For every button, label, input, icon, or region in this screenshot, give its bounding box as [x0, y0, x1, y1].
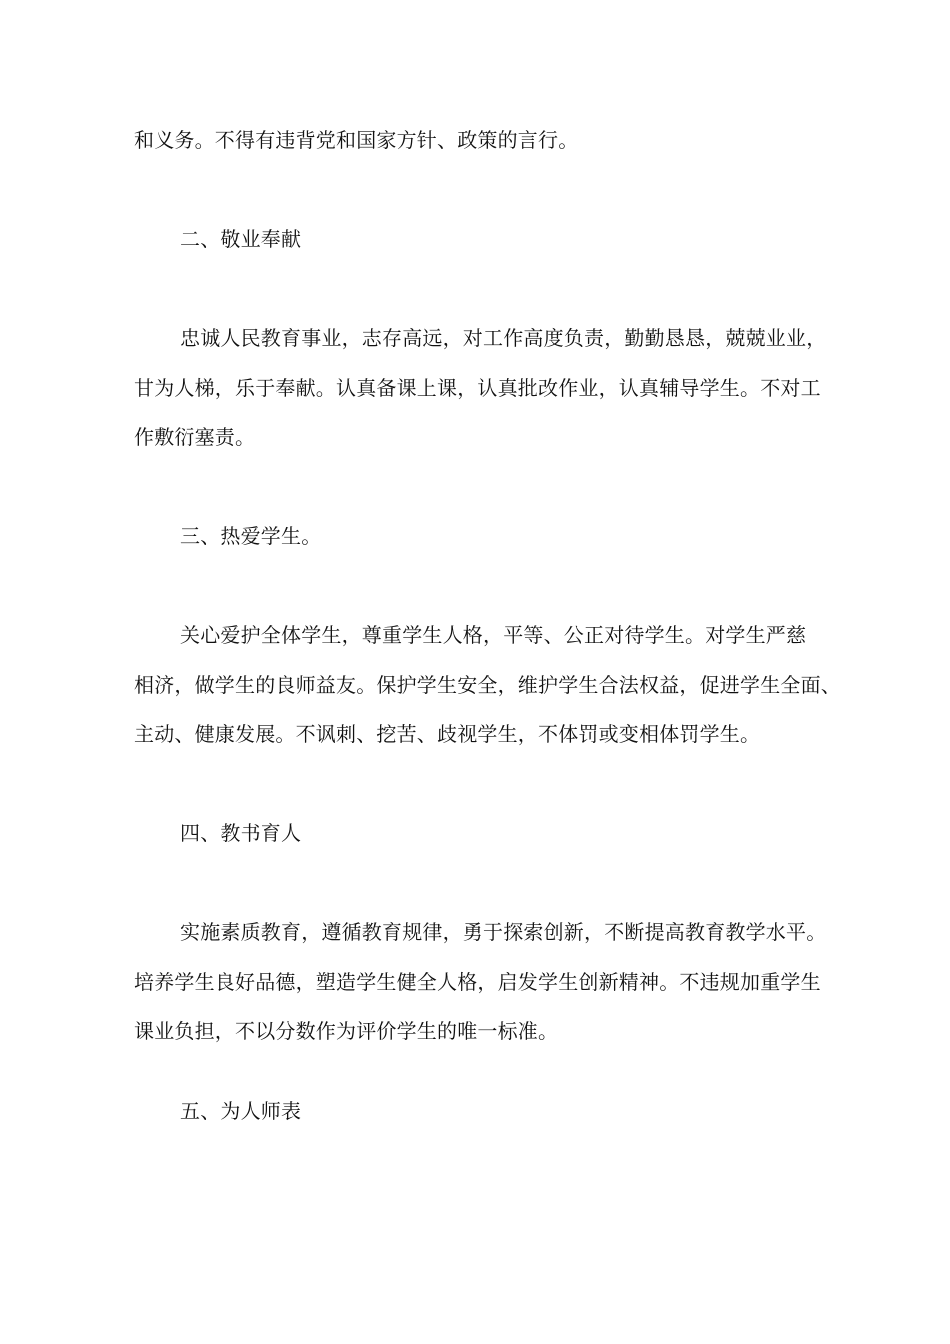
paragraph-4-line-2: 培养学生良好品德，塑造学生健全人格，启发学生创新精神。不违规加重学生 — [134, 970, 821, 994]
paragraph-3-line-3: 主动、健康发展。不讽刺、挖苦、歧视学生，不体罚或变相体罚学生。 — [134, 722, 761, 746]
paragraph-2-line-3: 作敷衍塞责。 — [134, 425, 256, 449]
paragraph-3-line-2: 相济，做学生的良师益友。保护学生安全，维护学生合法权益，促进学生全面、 — [134, 673, 841, 697]
paragraph-3-line-1: 关心爱护全体学生，尊重学生人格，平等、公正对待学生。对学生严慈 — [180, 623, 807, 647]
section-heading-3: 三、热爱学生。 — [180, 524, 322, 548]
section-heading-5: 五、为人师表 — [180, 1099, 302, 1123]
paragraph-4-line-3: 课业负担，不以分数作为评价学生的唯一标准。 — [134, 1019, 559, 1043]
section-heading-2: 二、敬业奉献 — [180, 227, 302, 251]
paragraph-1-line-1: 和义务。不得有违背党和国家方针、政策的言行。 — [134, 128, 579, 152]
paragraph-2-line-2: 甘为人梯，乐于奉献。认真备课上课，认真批改作业，认真辅导学生。不对工 — [134, 376, 821, 400]
paragraph-2-line-1: 忠诚人民教育事业，志存高远，对工作高度负责，勤勤恳恳，兢兢业业， — [180, 326, 827, 350]
paragraph-4-line-1: 实施素质教育，遵循教育规律，勇于探索创新，不断提高教育教学水平。 — [180, 920, 827, 944]
section-heading-4: 四、教书育人 — [180, 821, 302, 845]
